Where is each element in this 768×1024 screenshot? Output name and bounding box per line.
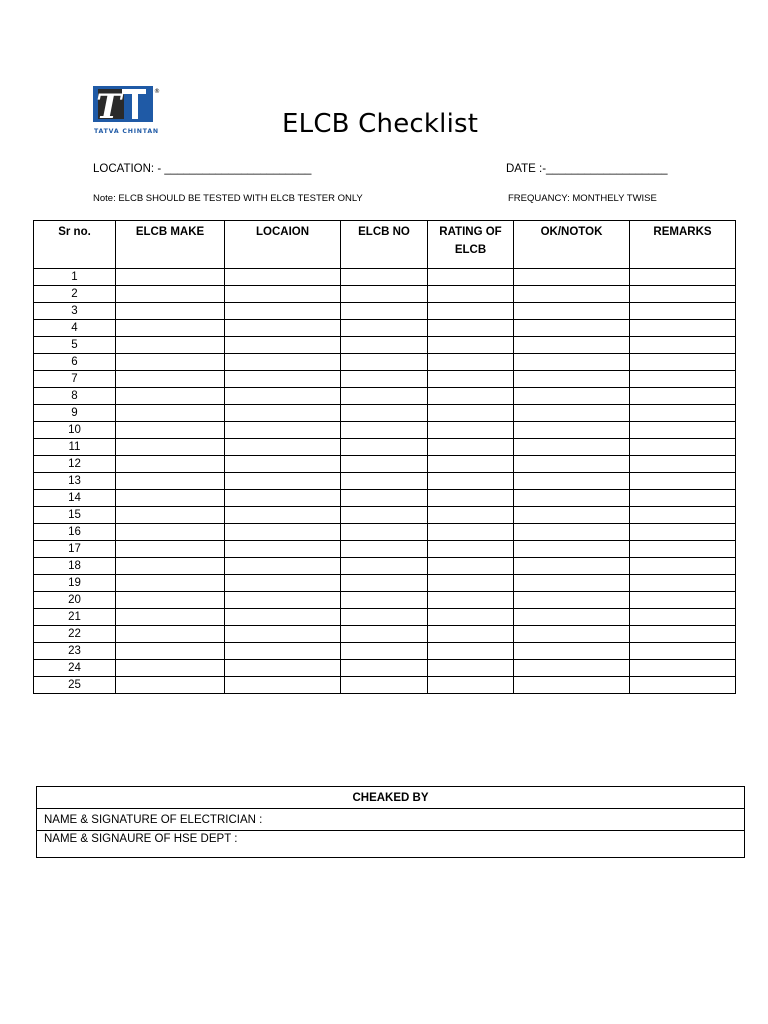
- empty-cell: [225, 677, 341, 694]
- table-row: [34, 541, 736, 558]
- sr-no-cell: 18: [34, 558, 116, 575]
- empty-cell: [514, 490, 630, 507]
- sr-no-cell: 3: [34, 303, 116, 320]
- empty-cell: [630, 388, 736, 405]
- empty-cell: [341, 473, 428, 490]
- table-row: [34, 337, 736, 354]
- table-row: [34, 643, 736, 660]
- empty-cell: [116, 626, 225, 643]
- empty-cell: [630, 320, 736, 337]
- empty-cell: [514, 286, 630, 303]
- col-header-rating: RATING OF ELCB: [428, 221, 514, 269]
- empty-cell: [225, 626, 341, 643]
- empty-cell: [116, 286, 225, 303]
- empty-cell: [630, 371, 736, 388]
- sr-no-cell: 15: [34, 507, 116, 524]
- empty-cell: [514, 541, 630, 558]
- date-field: DATE :-___________________: [506, 163, 668, 175]
- table-row: [34, 422, 736, 439]
- table-row: [34, 575, 736, 592]
- sr-no-cell: 22: [34, 626, 116, 643]
- empty-cell: [225, 507, 341, 524]
- electrician-signature-field: NAME & SIGNATURE OF ELECTRICIAN :: [37, 809, 745, 831]
- empty-cell: [225, 422, 341, 439]
- empty-cell: [514, 626, 630, 643]
- empty-cell: [514, 660, 630, 677]
- empty-cell: [428, 524, 514, 541]
- table-row: [34, 558, 736, 575]
- empty-cell: [341, 490, 428, 507]
- table-row: [34, 456, 736, 473]
- empty-cell: [514, 388, 630, 405]
- empty-cell: [116, 677, 225, 694]
- empty-cell: [514, 592, 630, 609]
- empty-cell: [630, 524, 736, 541]
- empty-cell: [428, 575, 514, 592]
- sr-no-cell: 17: [34, 541, 116, 558]
- empty-cell: [428, 303, 514, 320]
- empty-cell: [428, 473, 514, 490]
- table-row: [34, 354, 736, 371]
- empty-cell: [225, 609, 341, 626]
- empty-cell: [341, 320, 428, 337]
- empty-cell: [630, 643, 736, 660]
- company-logo: [92, 85, 160, 137]
- empty-cell: [428, 320, 514, 337]
- empty-cell: [225, 286, 341, 303]
- empty-cell: [428, 354, 514, 371]
- empty-cell: [116, 320, 225, 337]
- empty-cell: [341, 456, 428, 473]
- empty-cell: [630, 337, 736, 354]
- sr-no-cell: 21: [34, 609, 116, 626]
- empty-cell: [428, 609, 514, 626]
- table-row: [34, 303, 736, 320]
- empty-cell: [225, 405, 341, 422]
- empty-cell: [116, 422, 225, 439]
- empty-cell: [225, 354, 341, 371]
- empty-cell: [630, 575, 736, 592]
- empty-cell: [116, 303, 225, 320]
- empty-cell: [225, 303, 341, 320]
- table-row: [34, 592, 736, 609]
- empty-cell: [225, 541, 341, 558]
- empty-cell: [225, 473, 341, 490]
- empty-cell: [225, 575, 341, 592]
- empty-cell: [341, 660, 428, 677]
- empty-cell: [341, 592, 428, 609]
- col-header-ok-notok: OK/NOTOK: [514, 221, 630, 269]
- empty-cell: [341, 626, 428, 643]
- empty-cell: [116, 337, 225, 354]
- empty-cell: [341, 269, 428, 286]
- empty-cell: [341, 575, 428, 592]
- sr-no-cell: 6: [34, 354, 116, 371]
- empty-cell: [341, 303, 428, 320]
- empty-cell: [630, 456, 736, 473]
- empty-cell: [116, 371, 225, 388]
- col-header-elcb-make: ELCB MAKE: [116, 221, 225, 269]
- table-header-row: [34, 221, 736, 269]
- empty-cell: [225, 643, 341, 660]
- empty-cell: [225, 524, 341, 541]
- empty-cell: [116, 473, 225, 490]
- checklist-table: [33, 220, 736, 694]
- empty-cell: [116, 456, 225, 473]
- empty-cell: [514, 405, 630, 422]
- empty-cell: [341, 507, 428, 524]
- table-row: [34, 626, 736, 643]
- empty-cell: [116, 609, 225, 626]
- table-row: [34, 269, 736, 286]
- sr-no-cell: 13: [34, 473, 116, 490]
- col-header-remarks: REMARKS: [630, 221, 736, 269]
- empty-cell: [116, 541, 225, 558]
- empty-cell: [341, 677, 428, 694]
- table-row: [34, 609, 736, 626]
- empty-cell: [225, 592, 341, 609]
- empty-cell: [116, 354, 225, 371]
- empty-cell: [225, 320, 341, 337]
- empty-cell: [514, 337, 630, 354]
- table-row: [34, 405, 736, 422]
- empty-cell: [341, 286, 428, 303]
- empty-cell: [341, 388, 428, 405]
- empty-cell: [428, 405, 514, 422]
- empty-cell: [514, 320, 630, 337]
- logo-letter: T: [96, 87, 122, 127]
- empty-cell: [116, 558, 225, 575]
- empty-cell: [514, 677, 630, 694]
- sr-no-cell: 10: [34, 422, 116, 439]
- table-row: [34, 371, 736, 388]
- empty-cell: [116, 439, 225, 456]
- table-row: [34, 507, 736, 524]
- empty-cell: [428, 643, 514, 660]
- empty-cell: [428, 388, 514, 405]
- empty-cell: [341, 405, 428, 422]
- empty-cell: [630, 558, 736, 575]
- empty-cell: [225, 371, 341, 388]
- sr-no-cell: 25: [34, 677, 116, 694]
- empty-cell: [341, 524, 428, 541]
- empty-cell: [116, 388, 225, 405]
- empty-cell: [630, 677, 736, 694]
- empty-cell: [630, 303, 736, 320]
- empty-cell: [514, 558, 630, 575]
- empty-cell: [428, 677, 514, 694]
- empty-cell: [428, 286, 514, 303]
- empty-cell: [514, 609, 630, 626]
- document-title: ELCB Checklist: [282, 109, 479, 139]
- empty-cell: [428, 626, 514, 643]
- empty-cell: [341, 371, 428, 388]
- table-row: [34, 524, 736, 541]
- empty-cell: [428, 490, 514, 507]
- sr-no-cell: 24: [34, 660, 116, 677]
- empty-cell: [630, 286, 736, 303]
- table-row: [34, 473, 736, 490]
- empty-cell: [630, 473, 736, 490]
- sr-no-cell: 16: [34, 524, 116, 541]
- empty-cell: [514, 371, 630, 388]
- empty-cell: [514, 473, 630, 490]
- sr-no-cell: 7: [34, 371, 116, 388]
- empty-cell: [116, 269, 225, 286]
- empty-cell: [514, 524, 630, 541]
- sr-no-cell: 9: [34, 405, 116, 422]
- empty-cell: [225, 558, 341, 575]
- empty-cell: [225, 337, 341, 354]
- empty-cell: [116, 524, 225, 541]
- sr-no-cell: 5: [34, 337, 116, 354]
- sr-no-cell: 20: [34, 592, 116, 609]
- empty-cell: [514, 575, 630, 592]
- col-header-elcb-no: ELCB NO: [341, 221, 428, 269]
- empty-cell: [225, 660, 341, 677]
- empty-cell: [630, 490, 736, 507]
- empty-cell: [116, 592, 225, 609]
- empty-cell: [630, 439, 736, 456]
- empty-cell: [428, 592, 514, 609]
- frequency-note: FREQUANCY: MONTHELY TWISE: [508, 193, 657, 204]
- empty-cell: [428, 439, 514, 456]
- empty-cell: [514, 422, 630, 439]
- sr-no-cell: 1: [34, 269, 116, 286]
- empty-cell: [514, 507, 630, 524]
- empty-cell: [116, 490, 225, 507]
- empty-cell: [514, 269, 630, 286]
- empty-cell: [225, 388, 341, 405]
- empty-cell: [630, 626, 736, 643]
- empty-cell: [341, 422, 428, 439]
- empty-cell: [428, 337, 514, 354]
- empty-cell: [514, 354, 630, 371]
- empty-cell: [341, 541, 428, 558]
- empty-cell: [116, 643, 225, 660]
- sr-no-cell: 4: [34, 320, 116, 337]
- testing-note: Note: ELCB SHOULD BE TESTED WITH ELCB TESTER ONLY: [93, 193, 363, 204]
- empty-cell: [428, 558, 514, 575]
- empty-cell: [341, 439, 428, 456]
- empty-cell: [630, 541, 736, 558]
- empty-cell: [341, 337, 428, 354]
- sr-no-cell: 12: [34, 456, 116, 473]
- empty-cell: [630, 269, 736, 286]
- empty-cell: [428, 541, 514, 558]
- empty-cell: [514, 303, 630, 320]
- empty-cell: [428, 371, 514, 388]
- checked-by-title: CHEAKED BY: [37, 787, 745, 809]
- col-header-location: LOCAION: [225, 221, 341, 269]
- registered-mark: ®: [154, 88, 160, 95]
- sr-no-cell: 14: [34, 490, 116, 507]
- table-row: [34, 388, 736, 405]
- empty-cell: [428, 269, 514, 286]
- empty-cell: [225, 456, 341, 473]
- col-header-sr-no: Sr no.: [34, 221, 116, 269]
- empty-cell: [630, 422, 736, 439]
- empty-cell: [341, 354, 428, 371]
- empty-cell: [428, 456, 514, 473]
- empty-cell: [116, 405, 225, 422]
- empty-cell: [630, 660, 736, 677]
- table-row: [34, 660, 736, 677]
- sr-no-cell: 11: [34, 439, 116, 456]
- empty-cell: [514, 643, 630, 660]
- location-field: LOCATION: - _______________________: [93, 163, 312, 175]
- empty-cell: [428, 422, 514, 439]
- empty-cell: [225, 269, 341, 286]
- empty-cell: [514, 456, 630, 473]
- table-row: [34, 439, 736, 456]
- empty-cell: [514, 439, 630, 456]
- sr-no-cell: 2: [34, 286, 116, 303]
- empty-cell: [630, 507, 736, 524]
- table-row: [34, 286, 736, 303]
- hse-signature-field: NAME & SIGNAURE OF HSE DEPT :: [37, 831, 745, 858]
- empty-cell: [116, 660, 225, 677]
- sr-no-cell: 23: [34, 643, 116, 660]
- empty-cell: [630, 592, 736, 609]
- empty-cell: [341, 558, 428, 575]
- empty-cell: [341, 643, 428, 660]
- empty-cell: [428, 507, 514, 524]
- empty-cell: [630, 609, 736, 626]
- sr-no-cell: 19: [34, 575, 116, 592]
- empty-cell: [225, 439, 341, 456]
- empty-cell: [225, 490, 341, 507]
- empty-cell: [341, 609, 428, 626]
- sr-no-cell: 8: [34, 388, 116, 405]
- empty-cell: [630, 354, 736, 371]
- empty-cell: [428, 660, 514, 677]
- empty-cell: [630, 405, 736, 422]
- table-row: [34, 677, 736, 694]
- empty-cell: [116, 507, 225, 524]
- checked-by-table: [36, 786, 745, 858]
- table-row: [34, 490, 736, 507]
- table-row: [34, 320, 736, 337]
- empty-cell: [116, 575, 225, 592]
- logo-text: TATVA CHINTAN: [94, 128, 159, 135]
